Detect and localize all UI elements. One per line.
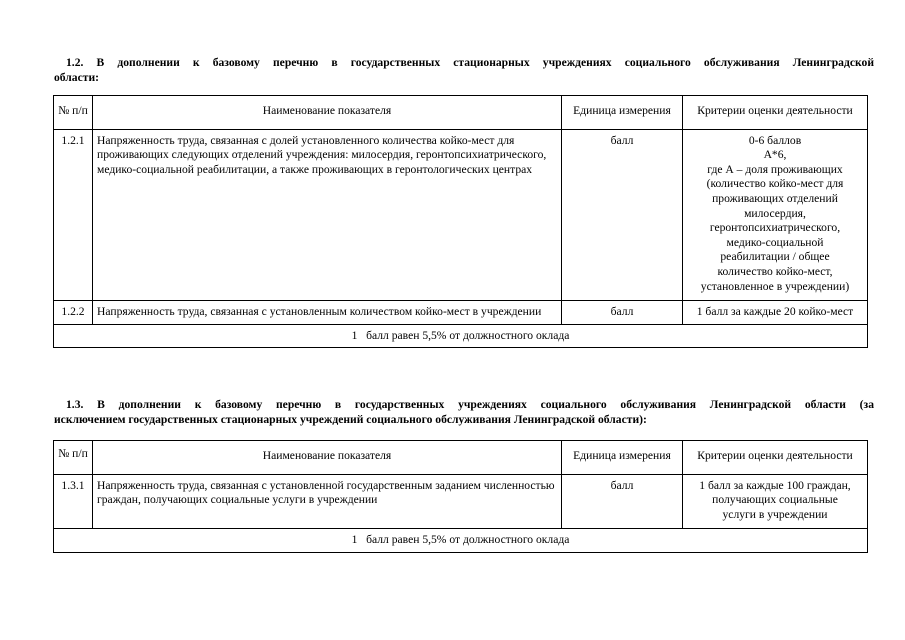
table-header-row xyxy=(54,96,868,130)
row-unit: балл xyxy=(562,129,683,301)
table-row xyxy=(54,474,868,529)
criteria-line: 0-6 баллов xyxy=(748,133,802,147)
section-1-2-heading-line2: области: xyxy=(54,71,99,84)
row-name: Напряженность труда, связанная с долей установленного количества койко-мест для проживающих следующих отделений учреждения: милосердия, геронтопсихиатрического, медико-социальной реабилитации, а также проживающих в геронтологических центрах xyxy=(93,129,562,301)
header-unit: Единица измерения xyxy=(562,96,683,130)
row-num: 1.2.2 xyxy=(54,301,93,325)
header-num: № п/п xyxy=(54,96,93,130)
table-footer-row xyxy=(54,529,868,553)
section-1-3-heading xyxy=(54,397,874,427)
section-1-3-heading-line2: исключением государственных стационарных учреждений социального обслуживания Ленинградской области): xyxy=(54,413,647,426)
row-criteria xyxy=(683,129,868,301)
section-1-2-heading xyxy=(54,55,874,85)
criteria-line: А*6, xyxy=(763,148,787,162)
header-name: Наименование показателя xyxy=(93,441,562,475)
row-name: Напряженность труда, связанная с установленным количеством койко-мест в учреждении xyxy=(93,301,562,325)
criteria-line: где А – доля проживающих (количество койко-мест для проживающих отделений милосердия, геронтопсихиатрического, медико-социальной реабилитации / общее количество койко-мест, установленное в учреждении) xyxy=(700,162,850,293)
row-unit: балл xyxy=(562,301,683,325)
table-row xyxy=(54,129,868,301)
header-criteria: Критерии оценки деятельности xyxy=(683,96,868,130)
criteria-line: 1 балл за каждые 20 койко-мест xyxy=(696,305,854,319)
row-num: 1.2.1 xyxy=(54,129,93,301)
footer-note: 1 балл равен 5,5% от должностного оклада xyxy=(54,529,868,553)
row-criteria xyxy=(683,301,868,325)
header-num: № п/п xyxy=(54,441,93,475)
criteria-line: 1 балл за каждые 100 граждан, получающих социальные услуги в учреждении xyxy=(699,478,851,521)
footer-note: 1 балл равен 5,5% от должностного оклада xyxy=(54,324,868,348)
row-criteria xyxy=(683,474,868,529)
header-criteria: Критерии оценки деятельности xyxy=(683,441,868,475)
table-row xyxy=(54,301,868,325)
table-section-1-3 xyxy=(53,440,868,553)
table-footer-row xyxy=(54,324,868,348)
header-name: Наименование показателя xyxy=(93,96,562,130)
row-num: 1.3.1 xyxy=(54,474,93,529)
section-1-2-heading-line1: 1.2. В дополнении к базовому перечню в государственных стационарных учреждениях социального обслуживания Ленинградской xyxy=(66,56,874,69)
section-1-3-heading-line1: 1.3. В дополнении к базовому перечню в государственных учреждениях социального обслуживания Ленинградской области (за xyxy=(66,398,874,411)
header-unit: Единица измерения xyxy=(562,441,683,475)
row-name: Напряженность труда, связанная с установленной государственным заданием численностью граждан, получающих социальные услуги в учреждении xyxy=(93,474,562,529)
table-header-row xyxy=(54,441,868,475)
table-section-1-2 xyxy=(53,95,868,348)
row-unit: балл xyxy=(562,474,683,529)
